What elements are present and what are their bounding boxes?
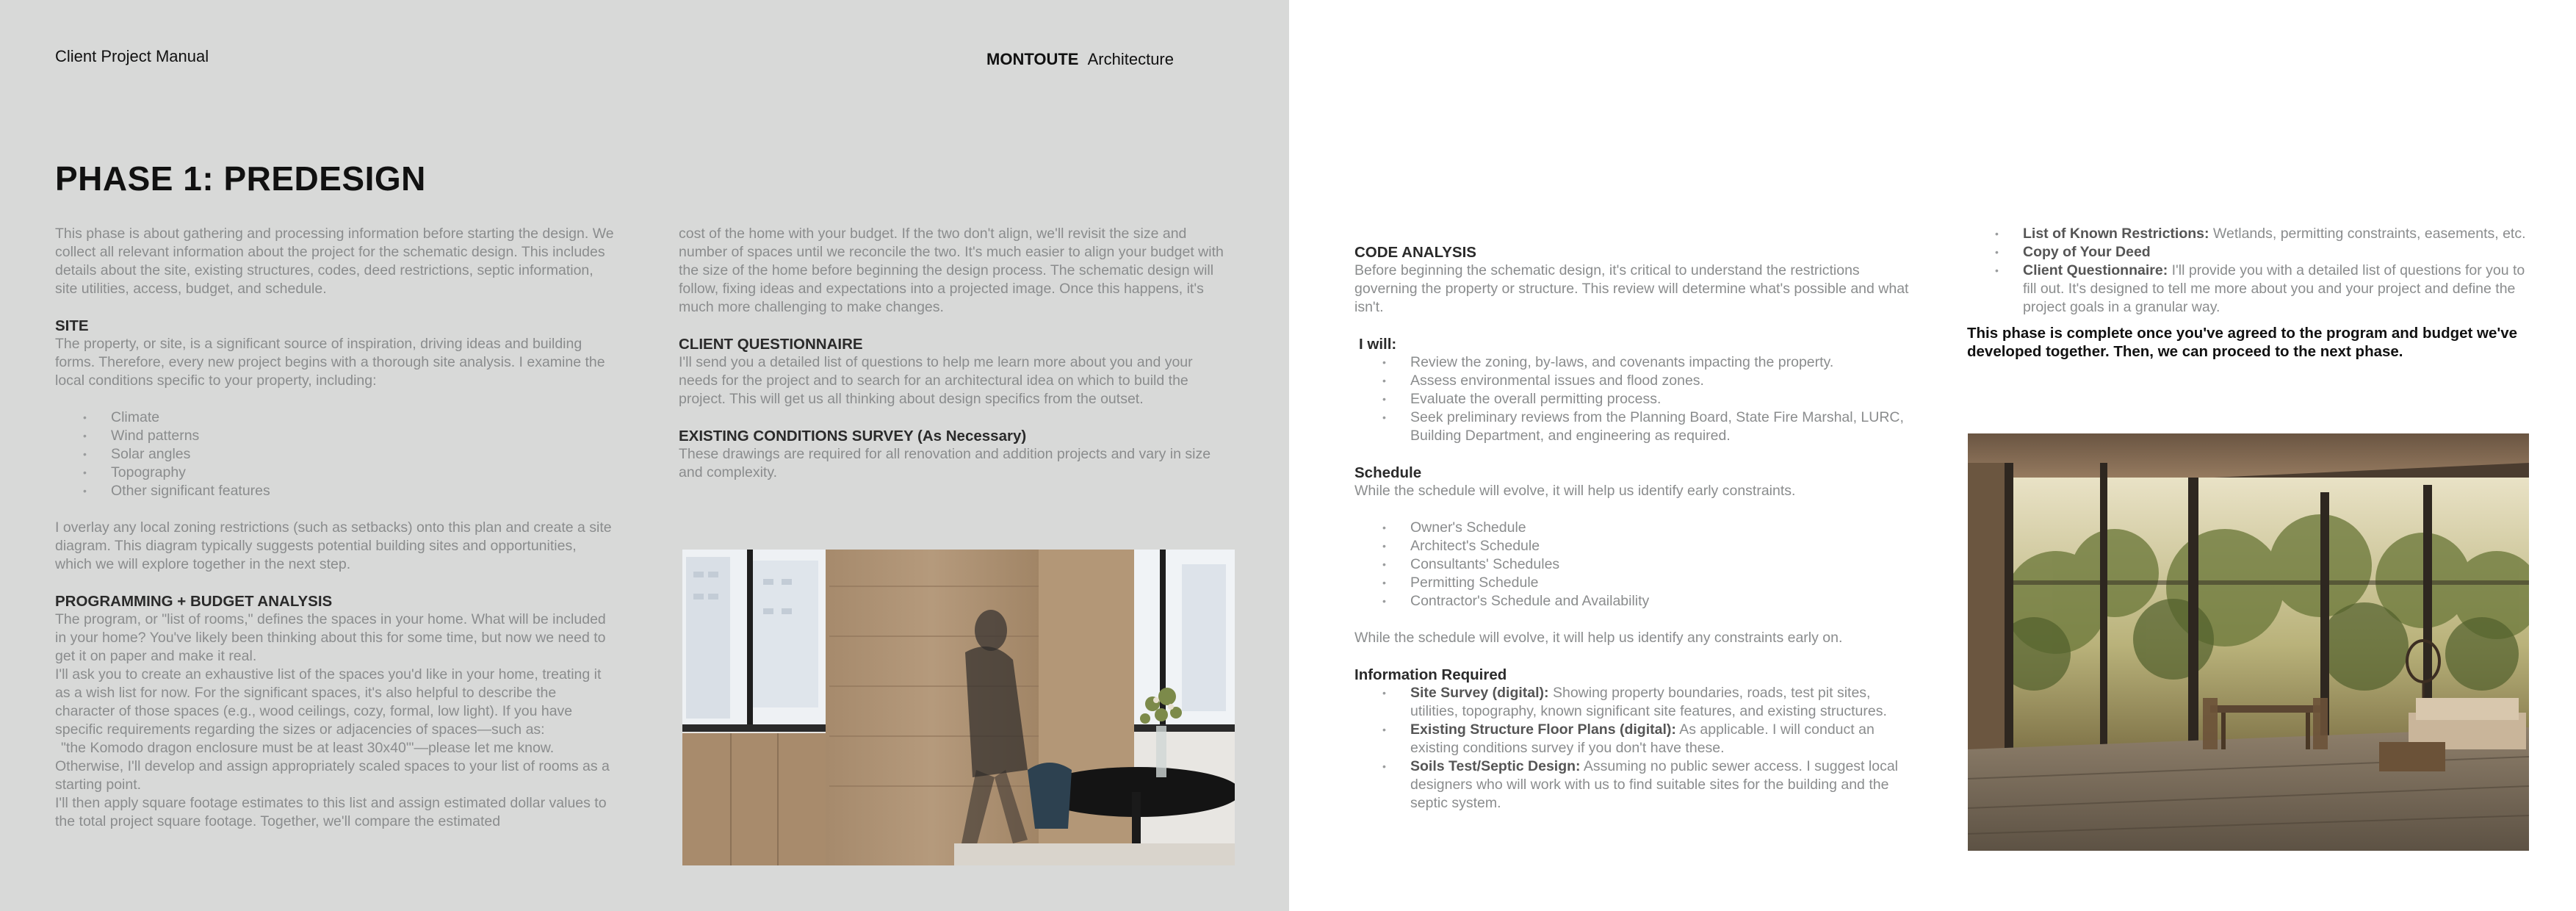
list-item: • Consultants' Schedules (1410, 555, 1913, 574)
site-paragraph: The property, or site, is a significant source of inspiration, driving ideas and building forms. Therefore, every new project begins with a thorough site analysis. I examine the local conditions specific to your property, including: (55, 336, 605, 389)
column-3 (1354, 243, 1913, 813)
schedule-list (1354, 519, 1913, 611)
programming-paragraph-4: I'll then apply square footage estimates to this list and assign estimated dollar values to the total project square footage. Together, we'll compare the estimated (55, 795, 607, 829)
requirements-continued-list (1967, 225, 2540, 317)
living-room-photo (1968, 433, 2529, 851)
manual-label: Client Project Manual (55, 47, 209, 65)
list-item (2023, 243, 2540, 262)
item-label: Copy of Your Deed (2023, 244, 2151, 260)
programming-paragraph-3: Otherwise, I'll develop and assign appropriately scaled spaces to your list of rooms as a starting point. (55, 758, 610, 793)
living-room-photo-art (1968, 433, 2529, 851)
programming-paragraph-2: I'll ask you to create an exhaustive list of the spaces you'd like in your home, treating it as a wish list for now. For the significant spaces, it's also helpful to describe the character of those spaces (e.g., wood ceilings, cozy, formal, low light). If you have specific requirements regarding the sizes or adjacencies of spaces—such as: (55, 666, 602, 738)
list-item: • Solar angles (111, 445, 616, 464)
i-will-heading: I will: (1359, 336, 1397, 353)
budget-continued-paragraph: cost of the home with your budget. If the two don't align, we'll revisit the size and number of spaces until we reconcile the two. It's much easier to align your budget with the size of the home before beginning the design process. The schematic design will follow, fixing ideas and expectations into a projected image. Once this happens, it's much more challenging to make changes. (679, 226, 1224, 315)
programming-heading: PROGRAMMING + BUDGET ANALYSIS (55, 593, 333, 610)
right-page (1289, 0, 2576, 911)
programming-quote: "the Komodo dragon enclosure must be at least 30x40'"—please let me know. (61, 740, 555, 756)
item-text: Wetlands, permitting constraints, easements, etc. (2212, 226, 2526, 242)
list-item: • Wind patterns (111, 427, 616, 445)
item-label: Soils Test/Septic Design: (1410, 758, 1581, 774)
list-item: • Evaluate the overall permitting process. (1410, 390, 1913, 408)
list-item: • Climate (111, 408, 616, 427)
programming-paragraph-1: The program, or "list of rooms," defines the spaces in your home. What will be included in your home? You've likely been thinking about this for some time, but now we need to get it on paper and make it real. (55, 611, 606, 664)
survey-paragraph: These drawings are required for all renovation and addition projects and vary in size and complexity. (679, 446, 1211, 480)
list-item: • Other significant features (111, 482, 616, 500)
list-item: • Review the zoning, by-laws, and covenants impacting the property. (1410, 353, 1913, 372)
site-heading: SITE (55, 317, 89, 334)
schedule-after-paragraph: While the schedule will evolve, it will help us identify any constraints early on. (1354, 630, 1843, 646)
item-text: Assuming no public sewer access. I suggest local designers who will work with us to find suitable sites for the building and the septic system. (1410, 758, 1898, 811)
information-required-list (1354, 684, 1913, 813)
list-item: • Permitting Schedule (1410, 574, 1913, 592)
column-1 (55, 225, 616, 831)
survey-heading: EXISTING CONDITIONS SURVEY (As Necessary) (679, 428, 1027, 444)
i-will-list (1354, 353, 1913, 445)
schedule-heading: Schedule (1354, 464, 1422, 481)
item-text: I'll provide you with a detailed list of questions for you to fill out. It's designed to tell me more about you and your project and define the project goals in a granular way. (2023, 262, 2525, 315)
list-item: • Architect's Schedule (1410, 537, 1913, 555)
item-text: Showing property boundaries, roads, test pit sites, utilities, topography, known significant site features, and existing structures. (1410, 685, 1887, 719)
list-item (1410, 757, 1913, 813)
interior-photo-art (682, 550, 1235, 865)
brand-logo (986, 50, 1174, 69)
item-label: Existing Structure Floor Plans (digital): (1410, 721, 1676, 738)
item-text: As applicable. I will conduct an existing conditions survey if you don't have these. (1410, 721, 1875, 756)
column-4 (1967, 225, 2540, 361)
questionnaire-heading: CLIENT QUESTIONNAIRE (679, 336, 863, 353)
item-label: List of Known Restrictions: (2023, 226, 2209, 242)
list-item (1410, 721, 1913, 757)
list-item: • Contractor's Schedule and Availability (1410, 592, 1913, 611)
page-title: PHASE 1: PREDESIGN (55, 159, 426, 198)
list-item (2023, 262, 2540, 317)
questionnaire-paragraph: I'll send you a detailed list of questions to help me learn more about you and your needs for the project and to search for an architectural idea on which to build the project. This will get us all thinking about design specifics from the outset. (679, 354, 1193, 407)
intro-paragraph: This phase is about gathering and processing information before starting the design. We collect all relevant information about the project for the schematic design. This includes details about the site, existing structures, codes, deed restrictions, septic information, site utilities, access, budget, and schedule. (55, 226, 614, 297)
list-item: • Assess environmental issues and flood zones. (1410, 372, 1913, 390)
brand-name: MONTOUTE (986, 50, 1079, 68)
item-label: Client Questionnaire: (2023, 262, 2168, 278)
schedule-paragraph: While the schedule will evolve, it will help us identify early constraints. (1354, 483, 1796, 499)
interior-photo-walking-person (682, 550, 1235, 865)
column-2 (679, 225, 1234, 482)
list-item: • Owner's Schedule (1410, 519, 1913, 537)
code-analysis-heading: CODE ANALYSIS (1354, 244, 1476, 261)
list-item: • Seek preliminary reviews from the Planning Board, State Fire Marshal, LURC, Building Department, and engineering as required. (1410, 408, 1913, 445)
list-item (1410, 684, 1913, 721)
site-factor-list (55, 408, 616, 500)
brand-suffix: Architecture (1087, 50, 1174, 68)
list-item: • Topography (111, 464, 616, 482)
code-analysis-paragraph: Before beginning the schematic design, it's critical to understand the restrictions governing the property or structure. This review will determine what's possible and what isn't. (1354, 262, 1909, 315)
item-label: Site Survey (digital): (1410, 685, 1549, 701)
phase-complete-note: This phase is complete once you've agreed to the program and budget we've developed together. Then, we can proceed to the next phase. (1967, 325, 2518, 360)
information-required-heading: Information Required (1354, 666, 1507, 683)
list-item (2023, 225, 2540, 243)
site-diagram-paragraph: I overlay any local zoning restrictions (such as setbacks) onto this plan and create a site diagram. This diagram typically suggests potential building sites and opportunities, which we will explore together in the next step. (55, 519, 612, 572)
